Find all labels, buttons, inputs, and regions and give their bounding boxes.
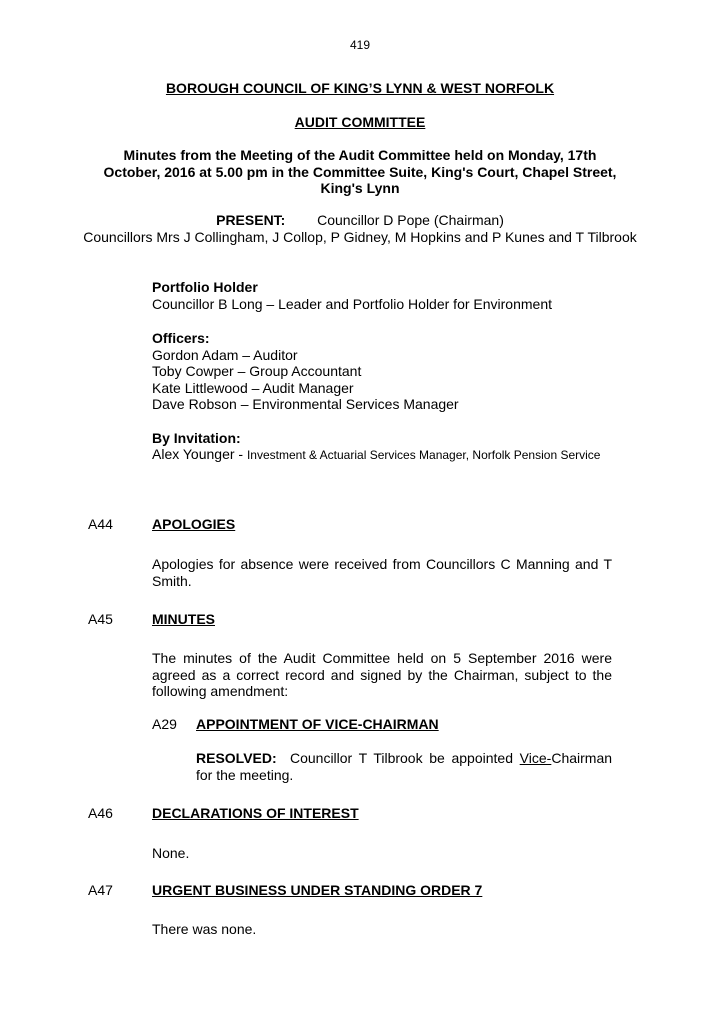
item-number-a45: A45 — [88, 611, 113, 627]
officer-item: Gordon Adam – Auditor — [152, 347, 298, 363]
invitee-role: Investment & Actuarial Services Manager, Norfolk Pension Service — [246, 448, 601, 462]
resolved-label: RESOLVED: — [196, 750, 277, 766]
resolved-text-end: Chairman for the meeting. — [196, 750, 613, 783]
item-body-declarations: None. — [152, 845, 190, 861]
officer-item: Dave Robson – Environmental Services Manager — [152, 396, 459, 412]
council-name: BOROUGH COUNCIL OF KING’S LYNN & WEST NORFOLK — [165, 80, 555, 96]
invitee-name: Alex Younger - — [152, 446, 244, 462]
present-chairman: Councillor D Pope (Chairman) — [317, 212, 504, 228]
present-councillors: Councillors Mrs J Collingham, J Collop, P Gidney, M Hopkins and P Kunes and T Tilbrook — [83, 229, 637, 245]
item-number-a47: A47 — [88, 882, 113, 898]
by-invitation-heading: By Invitation: — [152, 430, 241, 446]
officer-item: Toby Cowper – Group Accountant — [152, 363, 362, 379]
by-invitation-text — [152, 446, 612, 464]
portfolio-holder-text: Councillor B Long – Leader and Portfolio Holder for Environment — [152, 296, 553, 312]
present-line — [60, 212, 660, 229]
sub-item-number-a29: A29 — [152, 716, 177, 732]
meeting-title: Minutes from the Meeting of the Audit Committee held on Monday, 17th October, 2016 at 5.00 pm in the Committee Suite, King's Court, Chapel Street, King's Lynn — [103, 147, 617, 196]
item-number-a46: A46 — [88, 805, 113, 821]
item-body-urgent-business: There was none. — [152, 921, 257, 937]
page-number: 419 — [349, 38, 371, 52]
portfolio-holder-heading: Portfolio Holder — [152, 279, 258, 295]
resolved-underlined: Vice- — [519, 750, 552, 766]
item-body-minutes: The minutes of the Audit Committee held on 5 September 2016 were agreed as a correct record and signed by the Chairman, subject to the following amendment: — [152, 650, 612, 699]
officer-item: Kate Littlewood – Audit Manager — [152, 380, 354, 396]
committee-name: AUDIT COMMITTEE — [294, 114, 426, 130]
item-number-a44: A44 — [88, 516, 113, 532]
sub-item-resolution — [196, 750, 612, 783]
present-label: PRESENT: — [216, 212, 286, 228]
item-body-apologies: Apologies for absence were received from Councillors C Manning and T Smith. — [152, 556, 612, 589]
sub-item-title: APPOINTMENT OF VICE-CHAIRMAN — [196, 716, 439, 732]
item-title-apologies: APOLOGIES — [152, 516, 236, 532]
item-title-urgent-business: URGENT BUSINESS UNDER STANDING ORDER 7 — [152, 882, 483, 898]
officers-heading: Officers: — [152, 330, 210, 346]
resolved-text: Councillor T Tilbrook be appointed — [289, 750, 513, 766]
item-title-declarations: DECLARATIONS OF INTEREST — [152, 805, 359, 821]
item-title-minutes: MINUTES — [152, 611, 215, 627]
